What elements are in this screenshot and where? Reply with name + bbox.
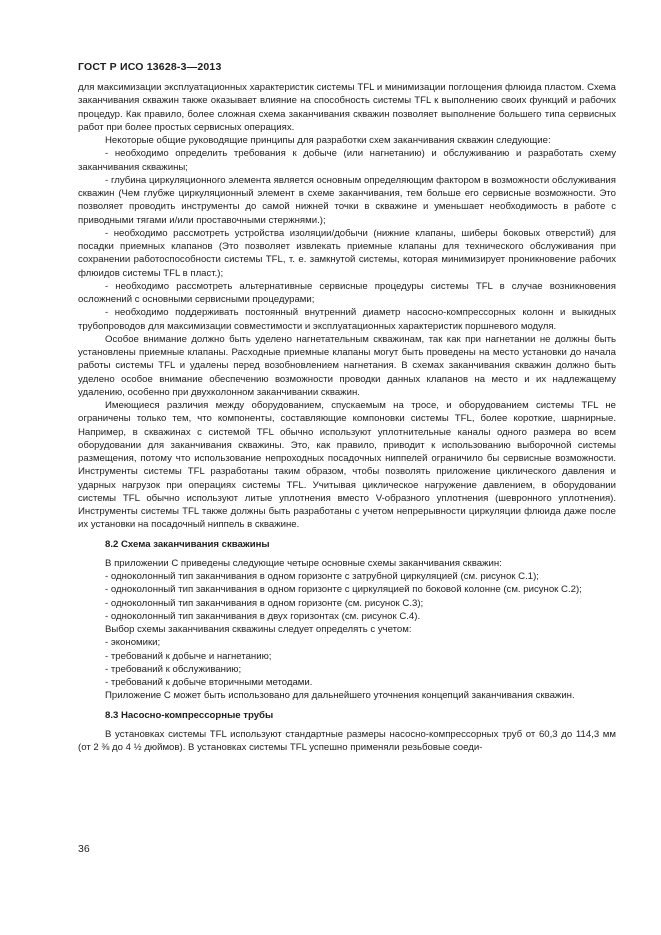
- paragraph: В установках системы TFL используют стандартные размеры насосно-компрессорных труб от 60,3 до 114,3 мм (от 2 ⅜ до 4 ½ дюймов). В установках системы TFL успешно применяли резьбовые соеди-: [78, 728, 616, 753]
- paragraph: Приложение С может быть использовано для дальнейшего уточнения концепций заканчивания скважин.: [105, 690, 575, 702]
- paragraph: - глубина циркуляционного элемента является основным определяющим фактором в возможности обслуживания скважин (Чем глубже циркуляционный элемент в схеме заканчивания, тем больше его сервисные возможности. Это позволяет проводить инструменты до самой нижней точки в скважине и уменьшает необходимость в работе с приводными тягами и/или проставочными стержнями.);: [78, 174, 616, 226]
- paragraph: - требований к обслуживанию;: [105, 663, 242, 675]
- paragraph: В приложении С приведены следующие четыре основные схемы заканчивания скважин:: [105, 557, 502, 569]
- page-number: 36: [78, 843, 90, 855]
- paragraph: - одноколонный тип заканчивания в одном горизонте (см. рисунок С.3);: [105, 597, 424, 609]
- paragraph: Особое внимание должно быть уделено нагнетательным скважинам, так как при нагнетании не должны быть установлены приемные клапаны. Расходные приемные клапаны могут быть проведены на место установки до начала работы системы TFL и удалены перед возобновлением нагнетания. В схемах заканчивания скважин должно быть уделено особое внимание обеспечению возможности проводки данных клапанов на место и их надлежащему удалению, особенно при двухколонном заканчивании скважин.: [78, 333, 616, 398]
- paragraph: - экономики;: [105, 637, 161, 649]
- paragraph: - необходимо рассмотреть альтернативные сервисные процедуры системы TFL в случае возникновения осложнений с основными сервисными процедурами;: [78, 280, 616, 305]
- section-heading: 8.3 Насосно-компрессорные трубы: [105, 709, 274, 721]
- paragraph: - необходимо поддерживать постоянный внутренний диаметр насосно-компрессорных колонн и выкидных трубопроводов для максимизации совместимости и эксплуатационных характеристик поршневого модуля.: [78, 307, 616, 332]
- document-body: [78, 81, 616, 754]
- paragraph: - необходимо рассмотреть устройства изоляции/добычи (нижние клапаны, шиберы боковых отверстий) для посадки приемных клапанов (Это позволяет извлекать приемные клапаны для технического обслуживания при сохранении работоспособности системы TFL, т. е. замкнутой системы, которая минимизирует проникновение рабочих флюидов системы TFL в пласт.);: [78, 227, 616, 279]
- paragraph: для максимизации эксплуатационных характеристик системы TFL и минимизации поглощения флюида пластом. Схема заканчивания скважин также оказывает влияние на способность системы TFL к выполнению своих функций и рабочих процедур. Как правило, более сложная схема заканчивания скважин позволяет выполнение большего типа сервисных работ при более простых сервисных операциях.: [78, 82, 616, 133]
- paragraph: - необходимо определить требования к добыче (или нагнетанию) и обслуживанию и разработать схему заканчивания скважины;: [78, 148, 616, 173]
- paragraph: - одноколонный тип заканчивания в двух горизонтах (см. рисунок С.4).: [105, 610, 421, 622]
- paragraph: - требований к добыче вторичными методами.: [105, 677, 313, 688]
- paragraph: Выбор схемы заканчивания скважины следует определять с учетом:: [105, 624, 412, 635]
- section-heading: 8.2 Схема заканчивания скважины: [105, 538, 270, 550]
- paragraph: - одноколонный тип заканчивания в одном горизонте с циркуляцией по боковой колонне (см. рисунок С.2);: [105, 584, 582, 596]
- paragraph: Некоторые общие руководящие принципы для разработки схем заканчивания скважин следующие:: [105, 135, 551, 146]
- paragraph: Имеющиеся различия между оборудованием, спускаемым на тросе, и оборудованием системы TFL не ограничены только тем, что компоненты, составляющие компоновки системы TFL, более короткие, шарнирные. Например, в скважинах с системой TFL обычно используют уплотнительные каналы одного размера во всем оборудовании для заканчивания скважины. Это, как правило, приводит к использованию выборочной системы размещения, потому что использование непроходных посадочных ниппелей ограничило бы сервисные возможности. Инструменты системы TFL разработаны таким образом, чтобы позволять приложение циклического давления и ударных нагрузок при операциях системы TFL. Учитывая циклическое нагружение давлением, в оборудовании системы TFL обычно используют литые уплотнения вместо V-образного уплотнения (шевронного уплотнения). Инструменты системы TFL также должны быть разработаны с учетом непрерывности циркуляции флюида даже после их установки на посадочный ниппель в скважине.: [78, 400, 616, 531]
- paragraph: - одноколонный тип заканчивания в одном горизонте с затрубной циркуляцией (см. рисунок С.1);: [105, 571, 539, 582]
- paragraph: - требований к добыче и нагнетанию;: [105, 650, 272, 662]
- document-header: ГОСТ Р ИСО 13628-3—2013: [78, 61, 222, 73]
